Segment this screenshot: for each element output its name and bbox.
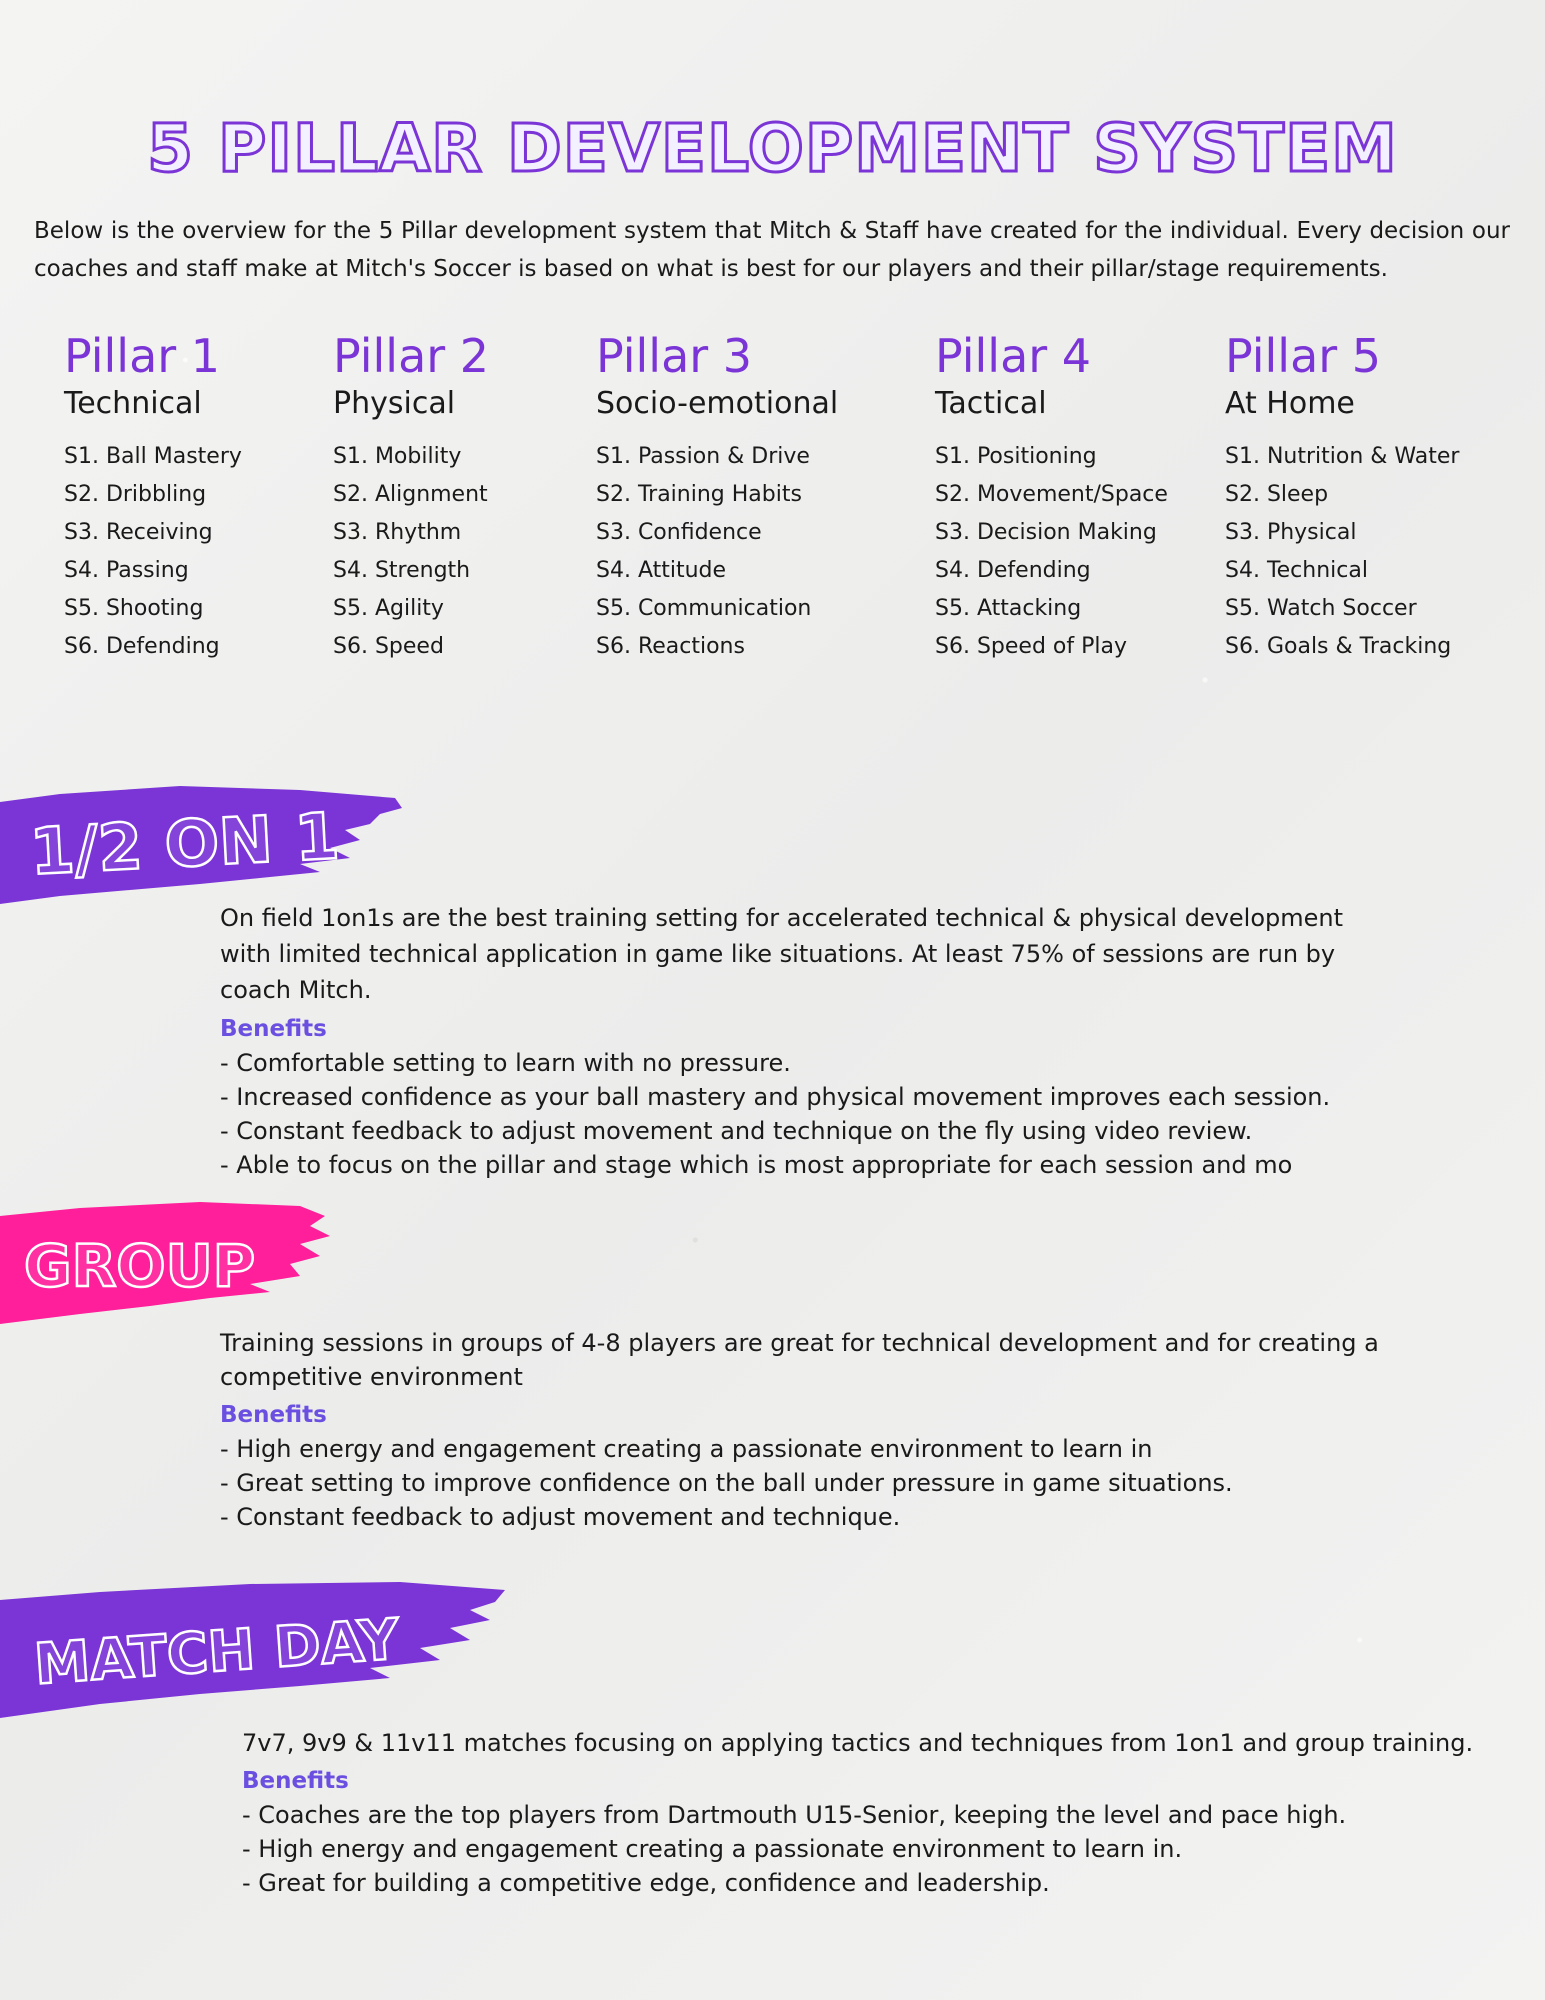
pillar-stage: S3. Decision Making [935, 520, 1157, 545]
pillar-stage-list [333, 438, 489, 666]
benefits-list [220, 1432, 1420, 1534]
pillar-stage-list [64, 438, 242, 666]
pillar-title: Pillar 5 [1225, 329, 1382, 383]
section-description: On field 1on1s are the best training setting for accelerated technical & physical development with limited technical application in game like situations. At least 75% of sessions are run by coach Mitch. [220, 904, 1344, 1004]
benefit-item: - Increased confidence as your ball mastery and physical movement improves each session. [220, 1083, 1331, 1111]
pillar-stage: S3. Receiving [64, 520, 213, 545]
benefit-item: - Great for building a competitive edge, confidence and leadership. [242, 1869, 1050, 1897]
pillar-at-home [1225, 328, 1459, 666]
pillar-stage: S6. Reactions [596, 634, 745, 659]
pillar-stage: S1. Passion & Drive [596, 444, 810, 469]
banner-match-day [0, 1578, 520, 1728]
pillar-stage: S2. Dribbling [64, 482, 207, 507]
page-title: 5 PILLAR DEVELOPMENT SYSTEM [147, 110, 1398, 187]
pillar-stage: S6. Defending [64, 634, 220, 659]
banner-one-on-one [0, 780, 420, 915]
pillar-subtitle: Tactical [935, 386, 1047, 421]
pillar-subtitle: Physical [333, 386, 456, 421]
banner-group [0, 1198, 340, 1338]
section-description: Training sessions in groups of 4-8 players are great for technical development and for creating a competitive environment [220, 1329, 1379, 1391]
pillar-stage-list [935, 438, 1168, 666]
intro-paragraph: Below is the overview for the 5 Pillar development system that Mitch & Staff have created for the individual. Every decision our coaches and staff make at Mitch's Soccer is based on what is best for our players and their pillar/stage requirements. [34, 218, 1510, 282]
section-group [220, 1326, 1420, 1534]
pillar-stage: S2. Alignment [333, 482, 488, 507]
pillar-stage: S1. Ball Mastery [64, 444, 242, 469]
benefits-heading: Benefits [220, 1402, 327, 1428]
pillar-stage: S4. Strength [333, 558, 471, 583]
benefits-heading: Benefits [242, 1768, 349, 1794]
section-one-on-one [220, 900, 1370, 1182]
benefits-heading: Benefits [220, 1016, 327, 1042]
pillar-socio-emotional [596, 328, 838, 666]
pillar-stage: S4. Attitude [596, 558, 727, 583]
pillar-stage: S5. Communication [596, 596, 812, 621]
pillar-stage-list [1225, 438, 1459, 666]
section-description: 7v7, 9v9 & 11v11 matches focusing on applying tactics and techniques from 1on1 and group training. [242, 1729, 1474, 1757]
banner-label: MATCH DAY [32, 1607, 402, 1698]
pillar-subtitle: At Home [1225, 386, 1355, 421]
benefit-item: - Constant feedback to adjust movement and technique. [220, 1503, 901, 1531]
pillar-stage: S5. Attacking [935, 596, 1082, 621]
pillar-physical [333, 328, 489, 666]
benefit-item: - Coaches are the top players from Dartmouth U15-Senior, keeping the level and pace high. [242, 1801, 1347, 1829]
section-match-day [242, 1726, 1492, 1900]
benefits-list [242, 1798, 1492, 1900]
pillar-subtitle: Technical [64, 386, 202, 421]
pillar-stage: S1. Nutrition & Water [1225, 444, 1460, 469]
pillar-subtitle: Socio-emotional [596, 386, 839, 421]
pillar-technical [64, 328, 242, 666]
pillar-stage: S1. Positioning [935, 444, 1097, 469]
pillar-stage: S6. Speed of Play [935, 634, 1127, 659]
pillar-stage: S6. Speed [333, 634, 444, 659]
pillar-stage: S5. Shooting [64, 596, 204, 621]
pillar-stage: S4. Technical [1225, 558, 1368, 583]
pillar-stage-list [596, 438, 838, 666]
pillar-stage: S4. Passing [64, 558, 189, 583]
pillar-tactical [935, 328, 1168, 666]
banner-label: 1/2 ON 1 [28, 799, 342, 891]
benefit-item: - High energy and engagement creating a passionate environment to learn in. [242, 1835, 1183, 1863]
pillar-stage: S2. Sleep [1225, 482, 1329, 507]
pillar-title: Pillar 4 [935, 329, 1092, 383]
benefits-list [220, 1046, 1370, 1182]
pillar-stage: S4. Defending [935, 558, 1091, 583]
pillar-stage: S5. Agility [333, 596, 444, 621]
pillar-stage: S3. Rhythm [333, 520, 462, 545]
pillar-stage: S3. Physical [1225, 520, 1357, 545]
benefit-item: - Comfortable setting to learn with no pressure. [220, 1049, 791, 1077]
pillar-stage: S5. Watch Soccer [1225, 596, 1417, 621]
pillar-stage: S1. Mobility [333, 444, 462, 469]
pillar-stage: S6. Goals & Tracking [1225, 634, 1452, 659]
pillar-title: Pillar 2 [333, 329, 490, 383]
benefit-item: - Able to focus on the pillar and stage which is most appropriate for each session and mo [220, 1151, 1293, 1179]
pillar-stage: S2. Training Habits [596, 482, 802, 507]
banner-label: GROUP [24, 1232, 256, 1300]
pillar-title: Pillar 3 [596, 329, 753, 383]
benefit-item: - High energy and engagement creating a passionate environment to learn in [220, 1435, 1153, 1463]
benefit-item: - Great setting to improve confidence on the ball under pressure in game situations. [220, 1469, 1233, 1497]
pillar-stage: S3. Confidence [596, 520, 762, 545]
pillar-stage: S2. Movement/Space [935, 482, 1168, 507]
benefit-item: - Constant feedback to adjust movement and technique on the fly using video review. [220, 1117, 1253, 1145]
pillar-title: Pillar 1 [64, 329, 221, 383]
